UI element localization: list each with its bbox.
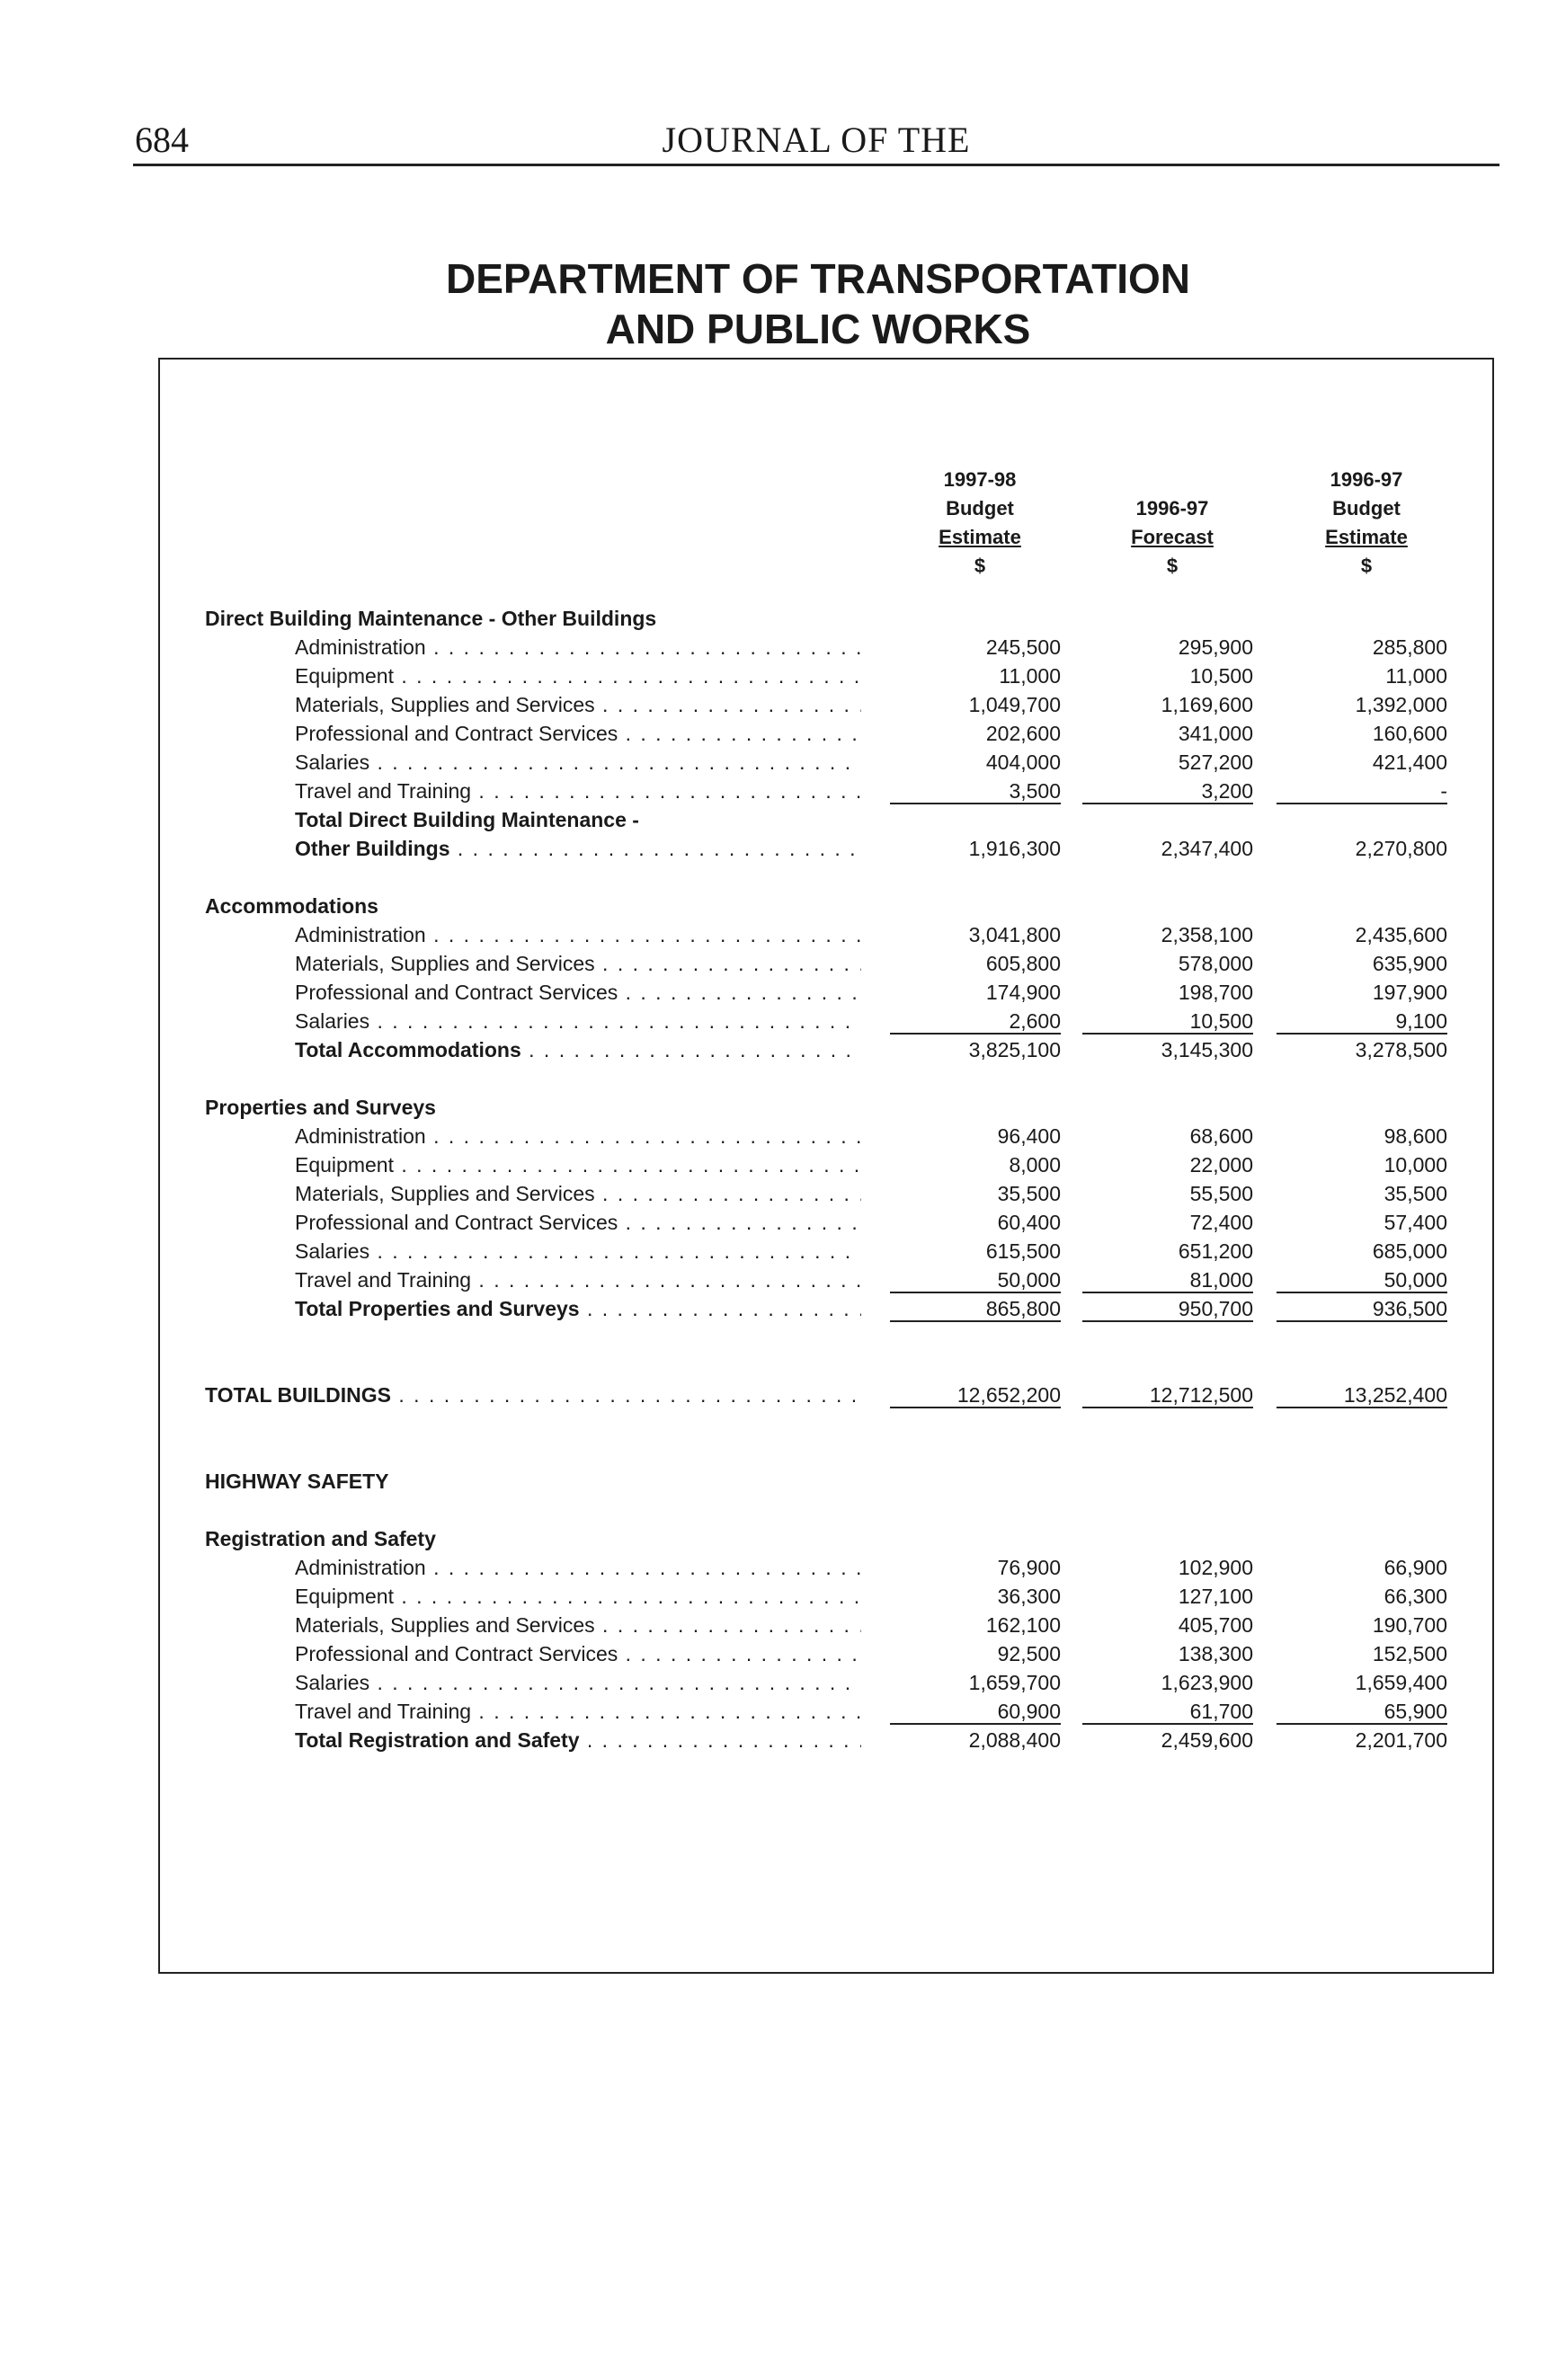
table-row bbox=[0, 1582, 1557, 1611]
row-value-col-3: 9,100 bbox=[1277, 1007, 1447, 1035]
row-label: Salaries . . . bbox=[295, 1237, 861, 1265]
row-value-col-3: 1,392,000 bbox=[1355, 693, 1447, 716]
row-value-col-1: 50,000 bbox=[890, 1265, 1061, 1293]
row-value-col-3: 3,278,500 bbox=[1355, 1038, 1447, 1061]
row-value-col-2: 10,500 bbox=[1082, 1007, 1253, 1035]
total-row bbox=[0, 1035, 1557, 1064]
row-value-col-3: - bbox=[1277, 777, 1447, 804]
page-header bbox=[133, 115, 1499, 166]
department-title-line-2: AND PUBLIC WORKS bbox=[605, 306, 1031, 352]
row-value-col-2: 1,169,600 bbox=[1161, 693, 1253, 716]
row-label: Travel and Training . . . bbox=[295, 777, 861, 805]
section-heading-row bbox=[0, 1467, 1557, 1496]
table-row bbox=[0, 1150, 1557, 1179]
row-value-col-2: 72,400 bbox=[1189, 1211, 1253, 1234]
row-label: Administration . . . bbox=[295, 1122, 861, 1150]
row-label: Total Accommodations . . . bbox=[295, 1035, 861, 1064]
row-value-col-2: 127,100 bbox=[1178, 1585, 1253, 1608]
table-row bbox=[0, 719, 1557, 748]
row-label: Total Direct Building Maintenance - bbox=[295, 808, 639, 831]
row-value-col-1: 8,000 bbox=[1009, 1153, 1061, 1177]
row-value-col-2: 651,200 bbox=[1178, 1239, 1253, 1263]
row-value-col-3: 635,900 bbox=[1372, 952, 1447, 975]
table-row bbox=[0, 1553, 1557, 1582]
table-row bbox=[0, 633, 1557, 662]
section-heading-row bbox=[0, 892, 1557, 920]
row-value-col-2: 22,000 bbox=[1189, 1153, 1253, 1177]
column-header-line: 1997-98 bbox=[943, 468, 1017, 491]
row-value-col-1: 3,041,800 bbox=[968, 923, 1061, 946]
table-row bbox=[0, 1237, 1557, 1265]
table-row bbox=[0, 1007, 1557, 1035]
row-value-col-1: 3,500 bbox=[890, 777, 1061, 804]
row-label: TOTAL BUILDINGS . . . bbox=[205, 1381, 861, 1409]
row-value-col-1: 1,049,700 bbox=[968, 693, 1061, 716]
row-label: Other Buildings . . . bbox=[295, 834, 861, 863]
table-row bbox=[0, 1697, 1557, 1726]
table-row bbox=[0, 1668, 1557, 1697]
row-value-col-1: 615,500 bbox=[985, 1239, 1061, 1263]
row-value-col-3: 1,659,400 bbox=[1355, 1671, 1447, 1694]
row-value-col-2: 578,000 bbox=[1178, 952, 1253, 975]
row-value-col-3: 685,000 bbox=[1372, 1239, 1447, 1263]
row-value-col-2: 138,300 bbox=[1178, 1642, 1253, 1665]
row-label: Professional and Contract Services . . . bbox=[295, 719, 861, 748]
table-row bbox=[0, 1122, 1557, 1150]
row-value-col-1: 36,300 bbox=[997, 1585, 1061, 1608]
row-value-col-3: 197,900 bbox=[1372, 981, 1447, 1004]
row-value-col-1: 605,800 bbox=[985, 952, 1061, 975]
total-row bbox=[0, 1726, 1557, 1754]
row-value-col-1: 60,900 bbox=[890, 1697, 1061, 1725]
department-title bbox=[162, 253, 1474, 354]
column-currency: $ bbox=[974, 555, 986, 577]
row-value-col-3: 190,700 bbox=[1372, 1613, 1447, 1637]
row-value-col-3: 66,900 bbox=[1384, 1556, 1447, 1579]
row-value-col-2: 61,700 bbox=[1082, 1697, 1253, 1725]
row-value-col-2: 405,700 bbox=[1178, 1613, 1253, 1637]
row-label: Salaries . . . bbox=[295, 748, 861, 777]
row-value-col-2: 68,600 bbox=[1189, 1124, 1253, 1148]
page-number: 684 bbox=[135, 120, 189, 160]
table-row bbox=[0, 978, 1557, 1007]
row-value-col-2: 55,500 bbox=[1189, 1182, 1253, 1205]
row-value-col-1: 174,900 bbox=[985, 981, 1061, 1004]
column-header-line: Estimate bbox=[939, 526, 1021, 548]
row-value-col-1: 404,000 bbox=[985, 750, 1061, 774]
total-row bbox=[0, 834, 1557, 863]
row-label: Materials, Supplies and Services . . . bbox=[295, 949, 861, 978]
row-value-col-3: 2,270,800 bbox=[1355, 837, 1447, 860]
column-header-1996-97-budget-estimate bbox=[1250, 466, 1483, 581]
row-value-col-3: 936,500 bbox=[1277, 1294, 1447, 1322]
row-value-col-2: 341,000 bbox=[1178, 722, 1253, 745]
row-value-col-1: 12,652,200 bbox=[890, 1381, 1061, 1408]
row-value-col-2: 950,700 bbox=[1082, 1294, 1253, 1322]
table-row bbox=[0, 1611, 1557, 1639]
table-row bbox=[0, 920, 1557, 949]
table-row bbox=[0, 690, 1557, 719]
row-label: Total Registration and Safety . . . bbox=[295, 1726, 861, 1754]
column-header-line: Forecast bbox=[1131, 526, 1214, 548]
row-value-col-1: 96,400 bbox=[997, 1124, 1061, 1148]
row-value-col-1: 245,500 bbox=[985, 635, 1061, 659]
row-label: Registration and Safety bbox=[205, 1527, 436, 1550]
section-heading-row bbox=[0, 1093, 1557, 1122]
row-value-col-2: 81,000 bbox=[1082, 1265, 1253, 1293]
row-value-col-1: 60,400 bbox=[997, 1211, 1061, 1234]
row-value-col-2: 3,145,300 bbox=[1161, 1038, 1253, 1061]
row-label: Travel and Training . . . bbox=[295, 1265, 861, 1294]
column-header-line: Estimate bbox=[1325, 526, 1408, 548]
row-value-col-3: 35,500 bbox=[1384, 1182, 1447, 1205]
row-label: Materials, Supplies and Services . . . bbox=[295, 1179, 861, 1208]
total-row bbox=[0, 1381, 1557, 1409]
row-value-col-2: 1,623,900 bbox=[1161, 1671, 1253, 1694]
row-value-col-1: 865,800 bbox=[890, 1294, 1061, 1322]
row-value-col-3: 57,400 bbox=[1384, 1211, 1447, 1234]
section-heading-row bbox=[0, 604, 1557, 633]
row-value-col-1: 35,500 bbox=[997, 1182, 1061, 1205]
row-label: Professional and Contract Services . . . bbox=[295, 978, 861, 1007]
row-label: Salaries . . . bbox=[295, 1007, 861, 1035]
row-label: Total Properties and Surveys . . . bbox=[295, 1294, 861, 1323]
row-value-col-2: 295,900 bbox=[1178, 635, 1253, 659]
row-label: Travel and Training . . . bbox=[295, 1697, 861, 1726]
row-value-col-1: 92,500 bbox=[997, 1642, 1061, 1665]
column-header-line: 1996-97 bbox=[1135, 497, 1209, 520]
row-label: Professional and Contract Services . . . bbox=[295, 1639, 861, 1668]
row-value-col-2: 102,900 bbox=[1178, 1556, 1253, 1579]
row-value-col-1: 11,000 bbox=[999, 664, 1061, 688]
row-label: Equipment . . . bbox=[295, 1150, 861, 1179]
row-value-col-3: 421,400 bbox=[1372, 750, 1447, 774]
row-label: Administration . . . bbox=[295, 1553, 861, 1582]
row-value-col-3: 160,600 bbox=[1372, 722, 1447, 745]
row-value-col-1: 2,600 bbox=[890, 1007, 1061, 1035]
row-value-col-2: 2,459,600 bbox=[1161, 1728, 1253, 1752]
column-header-line: Budget bbox=[1332, 497, 1401, 520]
table-row bbox=[0, 777, 1557, 805]
row-value-col-3: 2,435,600 bbox=[1355, 923, 1447, 946]
column-header-line: 1996-97 bbox=[1330, 468, 1403, 491]
row-value-col-1: 76,900 bbox=[997, 1556, 1061, 1579]
department-title-line-1: DEPARTMENT OF TRANSPORTATION bbox=[446, 255, 1190, 302]
row-label: Materials, Supplies and Services . . . bbox=[295, 1611, 861, 1639]
row-value-col-1: 1,659,700 bbox=[968, 1671, 1061, 1694]
row-value-col-2: 2,347,400 bbox=[1161, 837, 1253, 860]
row-value-col-2: 12,712,500 bbox=[1082, 1381, 1253, 1408]
row-label: Administration . . . bbox=[295, 633, 861, 662]
table-row bbox=[0, 748, 1557, 777]
row-value-col-1: 1,916,300 bbox=[968, 837, 1061, 860]
column-header-line: Budget bbox=[946, 497, 1014, 520]
total-row bbox=[0, 1294, 1557, 1323]
table-row bbox=[0, 949, 1557, 978]
table-row bbox=[0, 1265, 1557, 1294]
row-value-col-1: 202,600 bbox=[985, 722, 1061, 745]
table-row bbox=[0, 662, 1557, 690]
table-row bbox=[0, 1179, 1557, 1208]
row-label: Equipment . . . bbox=[295, 662, 861, 690]
row-label: HIGHWAY SAFETY bbox=[205, 1470, 389, 1493]
row-value-col-1: 162,100 bbox=[985, 1613, 1061, 1637]
row-value-col-2: 10,500 bbox=[1189, 664, 1253, 688]
row-label: Properties and Surveys bbox=[205, 1096, 436, 1119]
row-value-col-1: 2,088,400 bbox=[968, 1728, 1061, 1752]
table-row bbox=[0, 1208, 1557, 1237]
row-value-col-3: 65,900 bbox=[1277, 1697, 1447, 1725]
row-value-col-2: 527,200 bbox=[1178, 750, 1253, 774]
row-label: Salaries . . . bbox=[295, 1668, 861, 1697]
row-value-col-3: 152,500 bbox=[1372, 1642, 1447, 1665]
row-value-col-3: 10,000 bbox=[1384, 1153, 1447, 1177]
table-row bbox=[0, 1639, 1557, 1668]
row-value-col-3: 66,300 bbox=[1384, 1585, 1447, 1608]
section-heading-row bbox=[0, 1524, 1557, 1553]
row-label: Accommodations bbox=[205, 894, 378, 918]
row-label: Professional and Contract Services . . . bbox=[295, 1208, 861, 1237]
row-label: Direct Building Maintenance - Other Buildings bbox=[205, 607, 657, 630]
row-label: Materials, Supplies and Services . . . bbox=[295, 690, 861, 719]
row-value-col-3: 13,252,400 bbox=[1277, 1381, 1447, 1408]
row-label: Administration . . . bbox=[295, 920, 861, 949]
row-value-col-1: 3,825,100 bbox=[968, 1038, 1061, 1061]
row-value-col-2: 198,700 bbox=[1178, 981, 1253, 1004]
row-value-col-3: 2,201,700 bbox=[1355, 1728, 1447, 1752]
row-value-col-3: 285,800 bbox=[1372, 635, 1447, 659]
total-row bbox=[0, 805, 1557, 834]
row-value-col-3: 98,600 bbox=[1384, 1124, 1447, 1148]
column-currency: $ bbox=[1166, 555, 1179, 577]
row-value-col-2: 2,358,100 bbox=[1161, 923, 1253, 946]
row-value-col-3: 50,000 bbox=[1277, 1265, 1447, 1293]
journal-title: JOURNAL OF THE bbox=[662, 120, 971, 160]
column-currency: $ bbox=[1360, 555, 1373, 577]
row-value-col-3: 11,000 bbox=[1385, 664, 1447, 688]
row-label: Equipment . . . bbox=[295, 1582, 861, 1611]
row-value-col-2: 3,200 bbox=[1082, 777, 1253, 804]
